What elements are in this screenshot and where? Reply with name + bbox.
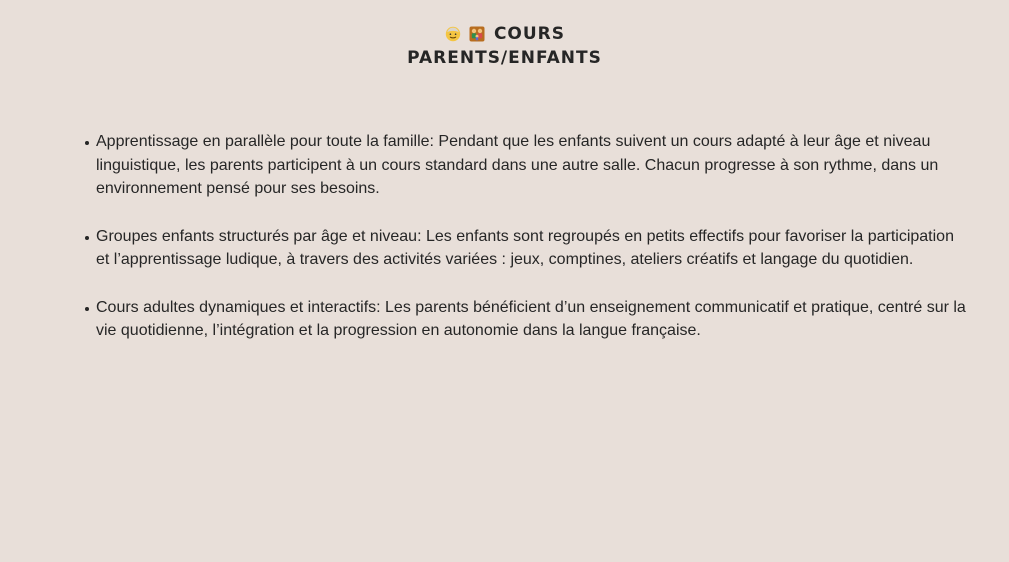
list-item: Groupes enfants structurés par âge et niveau: Les enfants sont regroupés en petits effectifs pour favoriser la participation et l’apprentissage ludique, à travers des activités variées : jeux, comptines, ateliers créatifs et langage du quotidien.: [96, 225, 966, 272]
title-text-line-2: PARENTS/ENFANTS: [407, 48, 602, 68]
list-item: Cours adultes dynamiques et interactifs: Les parents bénéficient d’un enseignement communicatif et pratique, centré sur la vie quotidienne, l’intégration et la progression en autonomie dans la langue française.: [96, 296, 966, 343]
feature-list: [96, 130, 966, 343]
title-line-1: [0, 22, 1009, 46]
page-header: [0, 22, 1009, 70]
list-item: Apprentissage en parallèle pour toute la famille: Pendant que les enfants suivent un cours adapté à leur âge et niveau linguistique, les parents participent à un cours standard dans une autre salle. Chacun progresse à son rythme, dans un environnement pensé pour ses besoins.: [96, 130, 966, 201]
title-text-line-1: COURS: [493, 24, 566, 44]
family-emoji-icon: [468, 25, 486, 43]
main-content: [96, 130, 966, 367]
older-person-emoji-icon: [444, 25, 462, 43]
